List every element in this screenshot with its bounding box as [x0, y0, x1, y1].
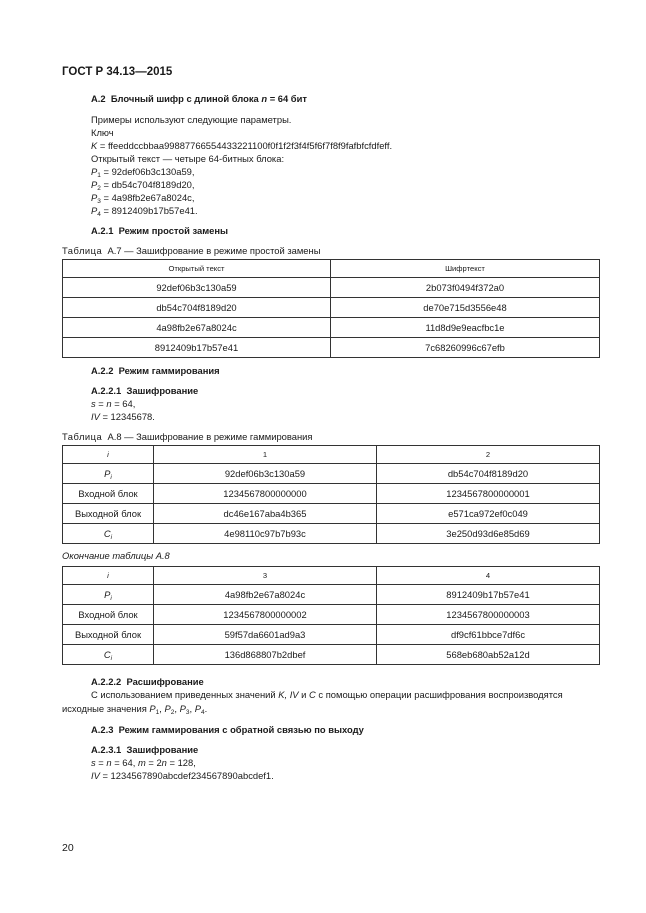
row-label-output: Выходной блок — [63, 625, 154, 645]
table-row — [63, 585, 600, 605]
table-cell: 4a98fb2e67a8024c — [63, 318, 331, 338]
section-a2-heading: А.2 Блочный шифр с длиной блока n = 64 бит — [91, 93, 307, 104]
table-cell: 7c68260996c67efb — [331, 338, 600, 358]
table-a8 — [62, 445, 600, 544]
table-cell: 11d8d9e9eacfbc1e — [331, 318, 600, 338]
key-label: Ключ — [91, 127, 114, 138]
table-row — [63, 484, 600, 504]
table-header-cell: 4 — [377, 567, 600, 585]
param-iv-line-a231: IV = 1234567890abcdef234567890abcdef1. — [91, 770, 274, 781]
table-header-cell: Открытый текст — [63, 260, 331, 278]
page-number: 20 — [62, 842, 74, 854]
table-cell: 59f57da6601ad9a3 — [154, 625, 377, 645]
table-cell: 92def06b3c130a59 — [154, 464, 377, 484]
table-a8-continuation-caption: Окончание таблицы А.8 — [62, 550, 170, 561]
table-row — [63, 625, 600, 645]
section-a22-heading: А.2.2 Режим гаммирования — [91, 365, 220, 376]
section-a21-heading: А.2.1 Режим простой замены — [91, 225, 229, 236]
param-iv-line: IV = 12345678. — [91, 411, 155, 422]
block-p1: $P_1 = 92def06b3c130a59$, — [91, 166, 195, 179]
table-header-cell: i — [63, 446, 154, 464]
row-label-output: Выходной блок — [63, 504, 154, 524]
block-p3: $P_3 = 4a98fb2e67a8024c$, — [91, 192, 195, 205]
table-cell: 1234567800000000 — [154, 484, 377, 504]
row-label-input: Входной блок — [63, 605, 154, 625]
table-a8-caption: Таблица А.8 — Зашифрование в режиме гаммирования — [62, 431, 313, 442]
table-cell: 568eb680ab52a12d — [377, 645, 600, 665]
table-cell: 1234567800000003 — [377, 605, 600, 625]
table-cell: 4a98fb2e67a8024c — [154, 585, 377, 605]
row-label-input: Входной блок — [63, 484, 154, 504]
block-p2: $P_2 = db54c704f8189d20$, — [91, 179, 195, 192]
table-row — [63, 524, 600, 544]
param-s-line: s = n = 64, — [91, 398, 136, 409]
table-row — [63, 278, 600, 298]
table-row — [63, 298, 600, 318]
block-p4: $P_4 = 8912409b17b57e41$. — [91, 205, 198, 218]
table-cell: 3e250d93d6e85d69 — [377, 524, 600, 544]
table-cell: e571ca972ef0c049 — [377, 504, 600, 524]
section-a231-heading: А.2.3.1 Зашифрование — [91, 744, 199, 755]
section-a23-heading: А.2.3 Режим гаммирования с обратной связью по выходу — [91, 724, 364, 735]
table-a8-continuation — [62, 566, 600, 665]
table-cell: de70e715d3556e48 — [331, 298, 600, 318]
table-row — [63, 605, 600, 625]
table-cell: 1234567800000002 — [154, 605, 377, 625]
param-s-m-line: s = n = 64, m = 2n = 128, — [91, 757, 196, 768]
table-cell: db54c704f8189d20 — [377, 464, 600, 484]
plaintext-label: Открытый текст — четыре 64-битных блока: — [91, 153, 285, 164]
table-row — [63, 504, 600, 524]
table-header-cell: i — [63, 567, 154, 585]
table-row — [63, 464, 600, 484]
section-a221-heading: А.2.2.1 Зашифрование — [91, 385, 199, 396]
table-cell: 2b073f0494f372a0 — [331, 278, 600, 298]
table-cell: 8912409b17b57e41 — [63, 338, 331, 358]
table-cell: 136d868807b2dbef — [154, 645, 377, 665]
row-label-c: $C_i$ — [63, 645, 154, 665]
table-cell: 8912409b17b57e41 — [377, 585, 600, 605]
intro-text: Примеры используют следующие параметры. — [91, 114, 292, 125]
table-cell: dc46e167aba4b365 — [154, 504, 377, 524]
table-a7 — [62, 259, 600, 358]
table-row — [63, 645, 600, 665]
table-a7-caption: Таблица А.7 — Зашифрование в режиме простой замены — [62, 245, 321, 256]
table-header-cell: 3 — [154, 567, 377, 585]
table-cell: 92def06b3c130a59 — [63, 278, 331, 298]
table-row — [63, 318, 600, 338]
table-header-cell: 1 — [154, 446, 377, 464]
key-value: K = ffeeddccbbaa99887766554433221100f0f1f2f3f4f5f6f7f8f9fafbfcfdfeff. — [91, 140, 393, 151]
decrypt-paragraph-line2: исходные значения $P_1$, $P_2$, $P_3$, $P_4$. — [62, 703, 208, 716]
table-header-row — [63, 446, 600, 464]
table-header-row — [63, 260, 600, 278]
row-label-p: $P_i$ — [63, 464, 154, 484]
table-cell: 1234567800000001 — [377, 484, 600, 504]
table-cell: db54c704f8189d20 — [63, 298, 331, 318]
table-header-cell: 2 — [377, 446, 600, 464]
decrypt-paragraph-line1: С использованием приведенных значений K, IV и C с помощью операции расшифрования воспроизводятся — [91, 689, 563, 700]
table-header-row — [63, 567, 600, 585]
table-header-cell: Шифртекст — [331, 260, 600, 278]
document-header: ГОСТ Р 34.13—2015 — [62, 66, 173, 78]
row-label-p: $P_i$ — [63, 585, 154, 605]
section-a222-heading: А.2.2.2 Расшифрование — [91, 676, 204, 687]
table-cell: 4e98110c97b7b93c — [154, 524, 377, 544]
row-label-c: $C_i$ — [63, 524, 154, 544]
table-cell: df9cf61bbce7df6c — [377, 625, 600, 645]
table-row — [63, 338, 600, 358]
